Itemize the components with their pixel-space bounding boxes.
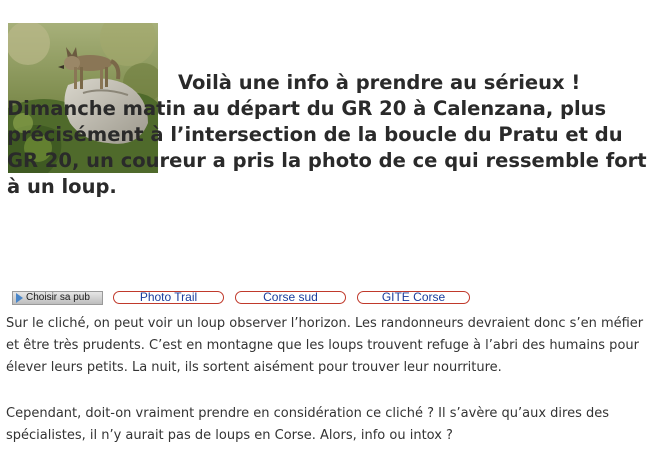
article-paragraph-2: Cependant, doit-on vraiment prendre en considération ce cliché ? Il s’avère qu’aux dires des spécialistes, il n’y aurait pas de loups en Corse. Alors, info ou intox ? (6, 406, 610, 443)
article-headline-text: Voilà une info à prendre au sérieux ! Dimanche matin au départ du GR 20 à Calenzana, plus précisément à l’intersection de la boucle du Pratu et du GR 20, un coureur a pris la photo de ce qui ressemble fort à un loup. (7, 71, 647, 198)
ad-link-gite-corse[interactable]: GITE Corse (357, 291, 470, 304)
article-paragraph-1: Sur le cliché, on peut voir un loup observer l’horizon. Les randonneurs devraient donc s’en méfier et être très prudents. C’est en montagne que les loups trouvent refuge à l’abri des humains pour élever leurs petits. La nuit, ils sortent aisément pour trouver leur nourriture. (6, 316, 644, 375)
ad-link-photo-trail[interactable]: Photo Trail (113, 291, 224, 304)
play-triangle-icon (16, 293, 23, 303)
choose-pub-button[interactable] (12, 291, 103, 305)
ad-link-bar (12, 291, 652, 306)
ad-link-corse-sud[interactable]: Corse sud (235, 291, 346, 304)
article-headline (7, 70, 647, 200)
choose-pub-label: Choisir sa pub (26, 292, 90, 303)
photo-float-spacer (7, 88, 178, 89)
